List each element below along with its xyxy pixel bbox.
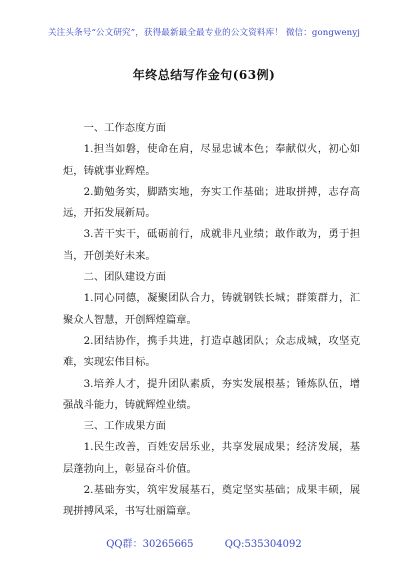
promo-header: 关注头条号“公文研究”，获得最新最全最专业的公文资料库！ 微信：gongwenyj xyxy=(47,28,361,38)
body-paragraph: 1.同心同德，凝聚团队合力，铸就钢铁长城；群策群力，汇聚众人智慧，开创辉煌篇章。 xyxy=(63,292,360,326)
document-title: 年终总结写作金句(63例) xyxy=(132,68,276,82)
section-heading: 三、工作成果方面 xyxy=(83,420,166,433)
section-heading: 二、团队建设方面 xyxy=(83,271,166,284)
body-paragraph: 3.培养人才，提升团队素质，夯实发展根基；锤炼队伍，增强战斗能力，铸就辉煌业绩。 xyxy=(63,377,360,411)
body-paragraph: 1.民生改善，百姓安居乐业，共享发展成果；经济发展，基层蓬勃向上，彰显奋斗价值。 xyxy=(63,441,360,475)
qq-contact-number: QQ:535304092 xyxy=(224,539,302,550)
body-paragraph: 2.勤勉务实，脚踏实地，夯实工作基础；进取拼搏，志存高远，开拓发展新局。 xyxy=(63,185,360,220)
section-heading: 一、工作态度方面 xyxy=(83,122,166,134)
document-body xyxy=(63,118,360,523)
contact-footer xyxy=(0,535,408,550)
body-paragraph: 3.苦干实干，砥砺前行，成就非凡业绩；敢作敢为，勇于担当，开创美好未来。 xyxy=(63,228,360,262)
body-paragraph: 2.基础夯实，筑牢发展基石，奠定坚实基础；成果丰硕，展现拼搏风采，书写壮丽篇章。 xyxy=(63,484,360,518)
body-paragraph: 2.团结协作，携手共进，打造卓越团队；众志成城，攻坚克难，实现宏伟目标。 xyxy=(63,334,360,369)
qq-group-number: QQ群：30265665 xyxy=(106,539,194,550)
body-paragraph: 1.担当如磐，使命在肩，尽显忠诚本色；奉献似火，初心如炬，铸就事业辉煌。 xyxy=(63,143,360,177)
